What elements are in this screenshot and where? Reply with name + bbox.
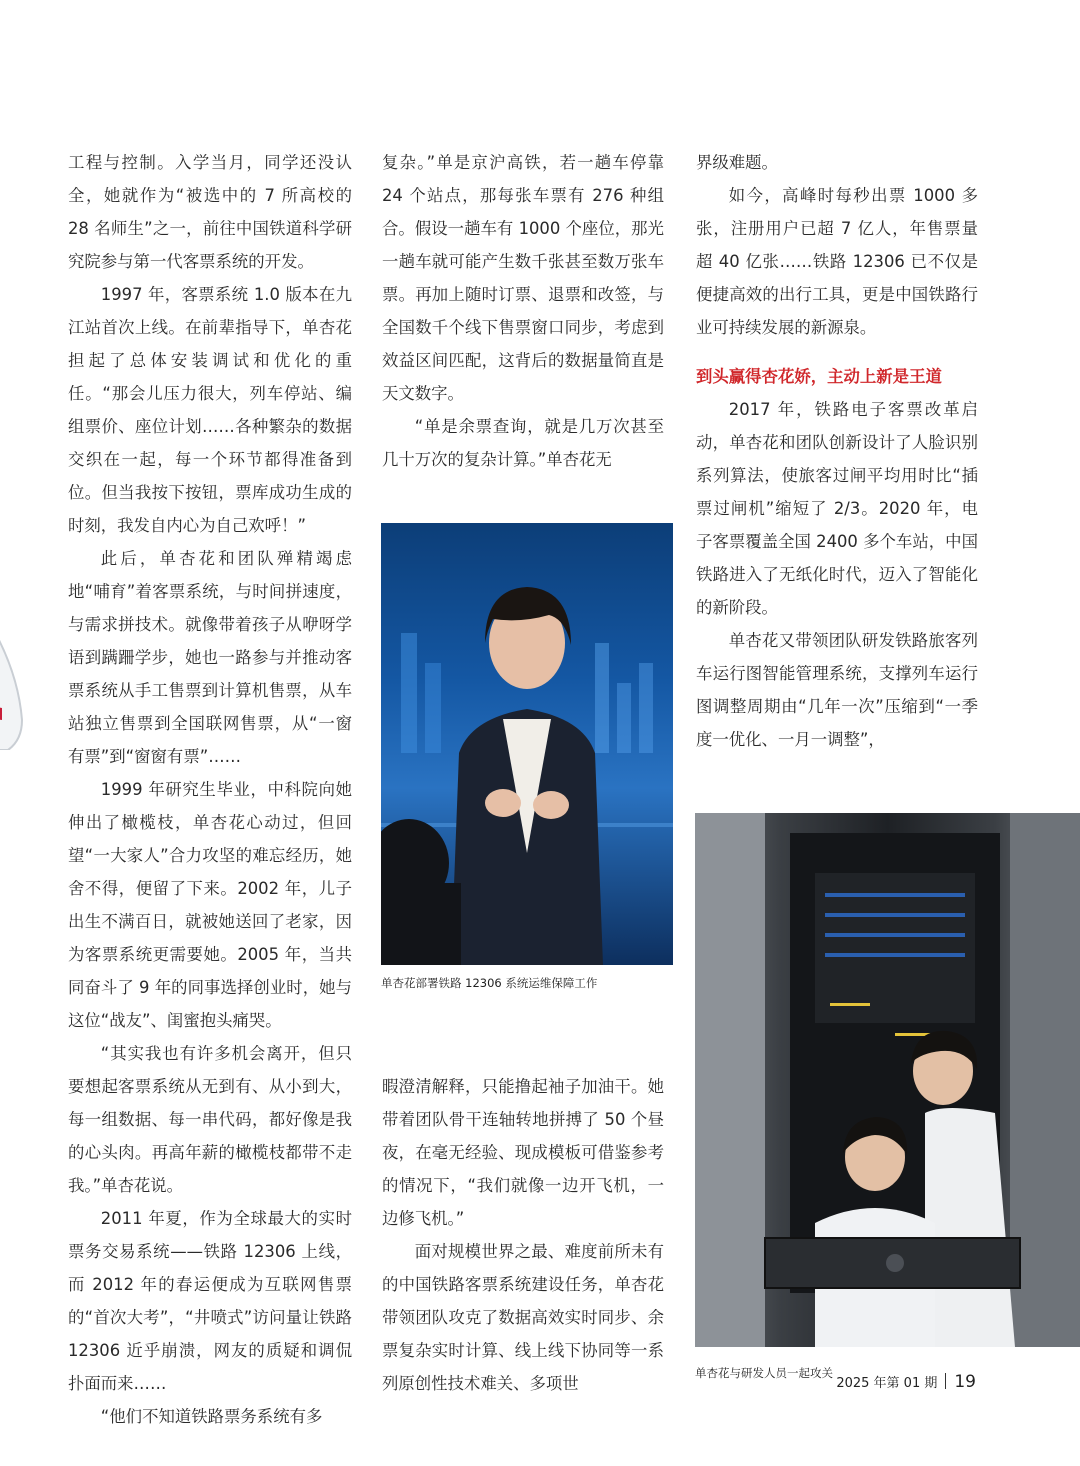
paragraph: 面对规模世界之最、难度前所未有的中国铁路客票系统建设任务，单杏花带领团队攻克了数据高效实时同步、余票复杂实时计算、线上线下协同等一系列原创性技术难关、多项世 bbox=[382, 1242, 664, 1393]
paragraph: 工程与控制。入学当月，同学还没认全，她就作为“被选中的 7 所高校的 28 名师生”之一，前往中国铁道科学研究院参与第一代客票系统的开发。 bbox=[68, 153, 352, 271]
issue-label: 2025 年第 01 期 bbox=[836, 1376, 938, 1391]
photo-speaker bbox=[381, 523, 673, 965]
photo-caption: 单杏花部署铁路 12306 系统运维保障工作 bbox=[381, 976, 598, 990]
section-heading: 到头赢得杏花娇，主动上新是王道 bbox=[696, 367, 942, 386]
page-footer bbox=[836, 1372, 976, 1392]
paragraph: 此后，单杏花和团队殚精竭虑地“哺育”着客票系统，与时间拼速度，与需求拼技术。就像带着孩子从咿呀学语到蹒跚学步，她也一路参与并推动客票系统从手工售票到计算机售票，从车站独立售票到全国联网售票，从“一窗有票”到“窗窗有票”…… bbox=[68, 549, 352, 766]
paragraph: 2017 年，铁路电子客票改革启动，单杏花和团队创新设计了人脸识别系列算法，使旅客过闸平均用时比“插票过闸机”缩短了 2/3。2020 年，电子客票覆盖全国 2400 多个车站，中国铁路进入了无纸化时代，迈入了智能化的新阶段。 bbox=[696, 400, 978, 617]
paragraph: “他们不知道铁路票务系统有多 bbox=[100, 1407, 323, 1426]
photo-server-room-illustration bbox=[695, 813, 1080, 1347]
paragraph: 单杏花又带领团队研发铁路旅客列车运行图智能管理系统，支撑列车运行图调整周期由“几年一次”压缩到“一季度一优化、一月一调整”， bbox=[696, 631, 978, 749]
text-column-2-top bbox=[382, 146, 664, 476]
paragraph: 复杂。”单是京沪高铁，若一趟车停靠 24 个站点，那每张车票有 276 种组合。假设一趟车有 1000 个座位，那光一趟车就可能产生数千张甚至数万张车票。再加上随时订票、退票和改签，与全国数千个线下售票窗口同步，考虑到效益区间匹配，这背后的数据量简直是天文数字。 bbox=[382, 153, 664, 403]
paragraph: 2011 年夏，作为全球最大的实时票务交易系统——铁路 12306 上线，而 2012 年的春运便成为互联网售票的“首次大考”，“井喷式”访问量让铁路 12306 近乎崩溃，网友的质疑和调侃扑面而来…… bbox=[68, 1209, 352, 1393]
edge-decoration bbox=[0, 610, 30, 750]
paragraph: “单是余票查询，就是几万次甚至几十万次的复杂计算。”单杏花无 bbox=[382, 417, 664, 469]
text-column-1 bbox=[68, 146, 352, 1433]
paragraph: 暇澄清解释，只能撸起袖子加油干。她带着团队骨干连轴转地拼搏了 50 个昼夜，在毫无经验、现成模板可借鉴参考的情况下，“我们就像一边开飞机，一边修飞机。” bbox=[382, 1077, 664, 1228]
text-column-3 bbox=[696, 146, 978, 756]
paragraph: 1999 年研究生毕业，中科院向她伸出了橄榄枝，单杏花心动过，但回望“一大家人”合力攻坚的难忘经历，她舍不得，便留了下来。2002 年，儿子出生不满百日，就被她送回了老家，因为客票系统更需要她。2005 年，当共同奋斗了 9 年的同事选择创业时，她与这位“战友”、闺蜜抱头痛哭。 bbox=[68, 780, 352, 1030]
photo-caption: 单杏花与研发人员一起攻关 bbox=[695, 1366, 833, 1380]
footer-divider bbox=[945, 1373, 946, 1389]
paragraph: 如今，高峰时每秒出票 1000 多张，注册用户已超 7 亿人，年售票量超 40 亿张……铁路 12306 已不仅是便捷高效的出行工具，更是中国铁路行业可持续发展的新源泉。 bbox=[696, 186, 978, 337]
page-number: 19 bbox=[954, 1372, 976, 1392]
paragraph: “其实我也有许多机会离开，但只要想起客票系统从无到有、从小到大，每一组数据、每一串代码，都好像是我的心头肉。再高年薪的橄榄枝都带不走我。”单杏花说。 bbox=[68, 1044, 352, 1195]
paragraph: 1997 年，客票系统 1.0 版本在九江站首次上线。在前辈指导下，单杏花担起了总体安装调试和优化的重任。“那会儿压力很大，列车停站、编组票价、座位计划……各种繁杂的数据交织在一起，每一个环节都得准备到位。但当我按下按钮，票库成功生成的时刻，我发自内心为自己欢呼！” bbox=[68, 285, 352, 535]
photo-speaker-illustration bbox=[381, 523, 673, 965]
paragraph: 界级难题。 bbox=[696, 153, 778, 172]
text-column-2-bottom bbox=[382, 1070, 664, 1400]
photo-server-room bbox=[695, 813, 1080, 1347]
